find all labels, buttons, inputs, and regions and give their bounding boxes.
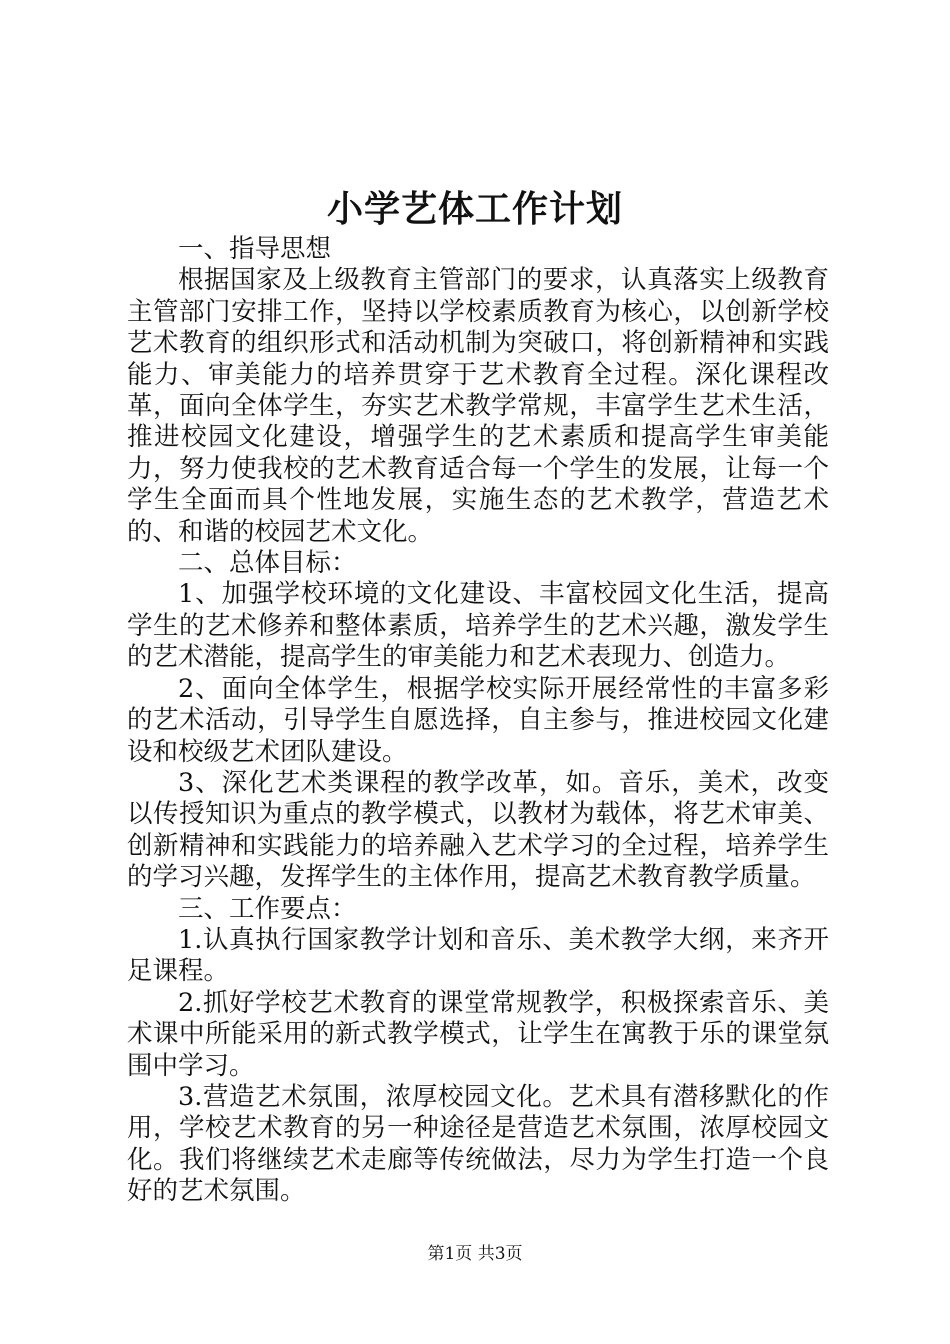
body-paragraph: 3、深化艺术类课程的教学改革，如。音乐，美术，改变以传授知识为重点的教学模式，以教材为载体，将艺术审美、创新精神和实践能力的培养融入艺术学习的全过程，培养学生的学习兴趣，发挥学生的主体作用，提高艺术教育教学质量。 [127, 767, 829, 893]
body-paragraph: 1.认真执行国家教学计划和音乐、美术教学大纲，来齐开足课程。 [127, 924, 829, 987]
section-heading: 三、工作要点： [178, 893, 357, 924]
body-paragraph: 3.营造艺术氛围，浓厚校园文化。艺术具有潜移默化的作用，学校艺术教育的另一种途径是营造艺术氛围，浓厚校园文化。我们将继续艺术走廊等传统做法，尽力为学生打造一个良好的艺术氛围。 [127, 1081, 829, 1207]
document-title: 小学艺体工作计划 [326, 188, 623, 230]
body-paragraph: 2、面向全体学生，根据学校实际开展经常性的丰富多彩的艺术活动，引导学生自愿选择，自主参与，推进校园文化建设和校级艺术团队建设。 [127, 673, 829, 767]
page-footer: 第1页 共3页 [427, 1244, 523, 1264]
section-heading: 一、指导思想 [178, 234, 332, 264]
document-body [127, 234, 829, 1208]
body-paragraph: 根据国家及上级教育主管部门的要求，认真落实上级教育主管部门安排工作，坚持以学校素质教育为核心，以创新学校艺术教育的组织形式和活动机制为突破口，将创新精神和实践能力、审美能力的培养贯穿于艺术教育全过程。深化课程改革，面向全体学生，夯实艺术教学常规，丰富学生艺术生活，推进校园文化建设，增强学生的艺术素质和提高学生审美能力，努力使我校的艺术教育适合每一个学生的发展，让每一个学生全面而具个性地发展，实施生态的艺术教学，营造艺术的、和谐的校园艺术文化。 [127, 265, 829, 547]
body-paragraph: 2.抓好学校艺术教育的课堂常规教学，积极探索音乐、美术课中所能采用的新式教学模式，让学生在寓教于乐的课堂氛围中学习。 [127, 987, 829, 1081]
body-paragraph: 1、加强学校环境的文化建设、丰富校园文化生活，提高学生的艺术修养和整体素质，培养学生的艺术兴趣，激发学生的艺术潜能，提高学生的审美能力和艺术表现力、创造力。 [127, 579, 829, 673]
section-heading: 二、总体目标： [178, 548, 357, 579]
